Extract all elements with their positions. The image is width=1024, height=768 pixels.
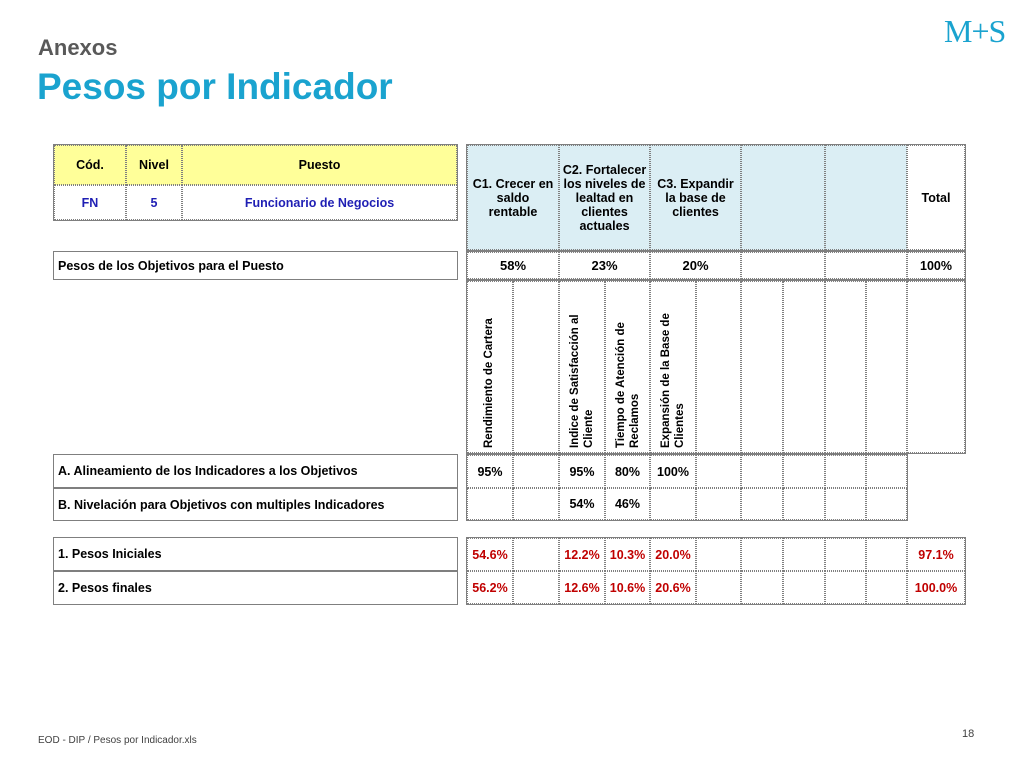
row-b-label-box bbox=[53, 488, 458, 521]
cell-empty bbox=[783, 571, 825, 604]
indicator-empty bbox=[907, 281, 965, 453]
cell-empty bbox=[866, 488, 907, 520]
row-1-v2: 12.2% bbox=[559, 538, 605, 571]
rows-ab-values bbox=[466, 454, 908, 521]
row-1-v3: 10.3% bbox=[605, 538, 650, 571]
page-number: 18 bbox=[962, 728, 975, 740]
cell-empty bbox=[696, 488, 741, 520]
indicator-tiempo: Tiempo de Atención de Reclamos bbox=[605, 281, 650, 453]
weights-label: Pesos de los Objetivos para el Puesto bbox=[58, 258, 284, 273]
cell-empty bbox=[825, 488, 866, 520]
section-subtitle: Anexos bbox=[38, 35, 118, 60]
weight-empty bbox=[741, 252, 825, 279]
weight-c2: 23% bbox=[559, 252, 650, 279]
page-title: Pesos por Indicador bbox=[37, 66, 393, 107]
indicators-header bbox=[466, 280, 966, 454]
row-2-label: 2. Pesos finales bbox=[58, 581, 152, 595]
objectives-header bbox=[466, 144, 966, 251]
weight-c1: 58% bbox=[467, 252, 559, 279]
cell-empty bbox=[741, 571, 783, 604]
objective-c1: C1. Crecer en saldo rentable bbox=[467, 145, 559, 250]
header-code: Cód. bbox=[54, 145, 126, 185]
cell-empty bbox=[783, 538, 825, 571]
indicator-empty bbox=[783, 281, 825, 453]
weights-values-box bbox=[466, 251, 966, 280]
cell-empty bbox=[866, 538, 907, 571]
level-value: 5 bbox=[126, 185, 182, 220]
row-b-v3: 46% bbox=[605, 488, 650, 520]
indicator-empty bbox=[513, 281, 559, 453]
rows-12-values bbox=[466, 537, 966, 605]
objective-c2: C2. Fortalecer los niveles de lealtad en clientes actuales bbox=[559, 145, 650, 250]
row-b-v2: 54% bbox=[559, 488, 605, 520]
indicator-empty bbox=[866, 281, 907, 453]
cell-empty bbox=[783, 488, 825, 520]
cell-empty bbox=[513, 488, 559, 520]
cell-empty bbox=[741, 538, 783, 571]
cell-empty bbox=[513, 571, 559, 604]
row-1-v1: 54.6% bbox=[467, 538, 513, 571]
row-2-total: 100.0% bbox=[907, 571, 965, 604]
cell-empty bbox=[696, 455, 741, 488]
cell-empty bbox=[650, 488, 696, 520]
cell-empty bbox=[783, 455, 825, 488]
row-a-v1: 95% bbox=[467, 455, 513, 488]
row-2-label-box bbox=[53, 571, 458, 605]
cell-empty bbox=[513, 538, 559, 571]
total-header: Total bbox=[907, 145, 965, 250]
row-2-v2: 12.6% bbox=[559, 571, 605, 604]
row-1-label: 1. Pesos Iniciales bbox=[58, 547, 162, 561]
indicator-empty bbox=[741, 281, 783, 453]
cell-empty bbox=[866, 571, 907, 604]
indicator-empty bbox=[825, 281, 866, 453]
row-2-v1: 56.2% bbox=[467, 571, 513, 604]
row-1-total: 97.1% bbox=[907, 538, 965, 571]
code-value: FN bbox=[54, 185, 126, 220]
company-logo: M+S bbox=[944, 13, 1006, 49]
row-a-v3: 80% bbox=[605, 455, 650, 488]
cell-empty bbox=[866, 455, 907, 488]
row-1-v4: 20.0% bbox=[650, 538, 696, 571]
indicator-expansion: Expansión de la Base de Clientes bbox=[650, 281, 696, 453]
position-value: Funcionario de Negocios bbox=[182, 185, 457, 220]
cell-empty bbox=[696, 571, 741, 604]
cell-empty bbox=[467, 488, 513, 520]
weight-empty bbox=[825, 252, 907, 279]
weights-label-box bbox=[53, 251, 458, 280]
header-position: Puesto bbox=[182, 145, 457, 185]
footer-source: EOD - DIP / Pesos por Indicador.xls bbox=[38, 735, 197, 746]
indicator-rendimiento: Rendimiento de Cartera bbox=[467, 281, 513, 453]
cell-empty bbox=[741, 488, 783, 520]
position-table bbox=[53, 144, 458, 221]
indicator-empty bbox=[696, 281, 741, 453]
objective-c3: C3. Expandir la base de clientes bbox=[650, 145, 741, 250]
cell-empty bbox=[825, 455, 866, 488]
weight-total: 100% bbox=[907, 252, 965, 279]
row-a-label: A. Alineamiento de los Indicadores a los Objetivos bbox=[58, 464, 358, 478]
cell-empty bbox=[825, 571, 866, 604]
row-2-v3: 10.6% bbox=[605, 571, 650, 604]
cell-empty bbox=[741, 455, 783, 488]
row-1-label-box bbox=[53, 537, 458, 571]
cell-empty bbox=[825, 538, 866, 571]
row-a-label-box bbox=[53, 454, 458, 488]
row-a-v4: 100% bbox=[650, 455, 696, 488]
indicator-satisfaccion: Indice de Satisfacción al Cliente bbox=[559, 281, 605, 453]
row-2-v4: 20.6% bbox=[650, 571, 696, 604]
row-b-label: B. Nivelación para Objetivos con multiples Indicadores bbox=[58, 497, 385, 512]
cell-empty bbox=[696, 538, 741, 571]
cell-empty bbox=[513, 455, 559, 488]
header-level: Nivel bbox=[126, 145, 182, 185]
empty-header bbox=[741, 145, 825, 250]
empty-header bbox=[825, 145, 907, 250]
weight-c3: 20% bbox=[650, 252, 741, 279]
row-a-v2: 95% bbox=[559, 455, 605, 488]
